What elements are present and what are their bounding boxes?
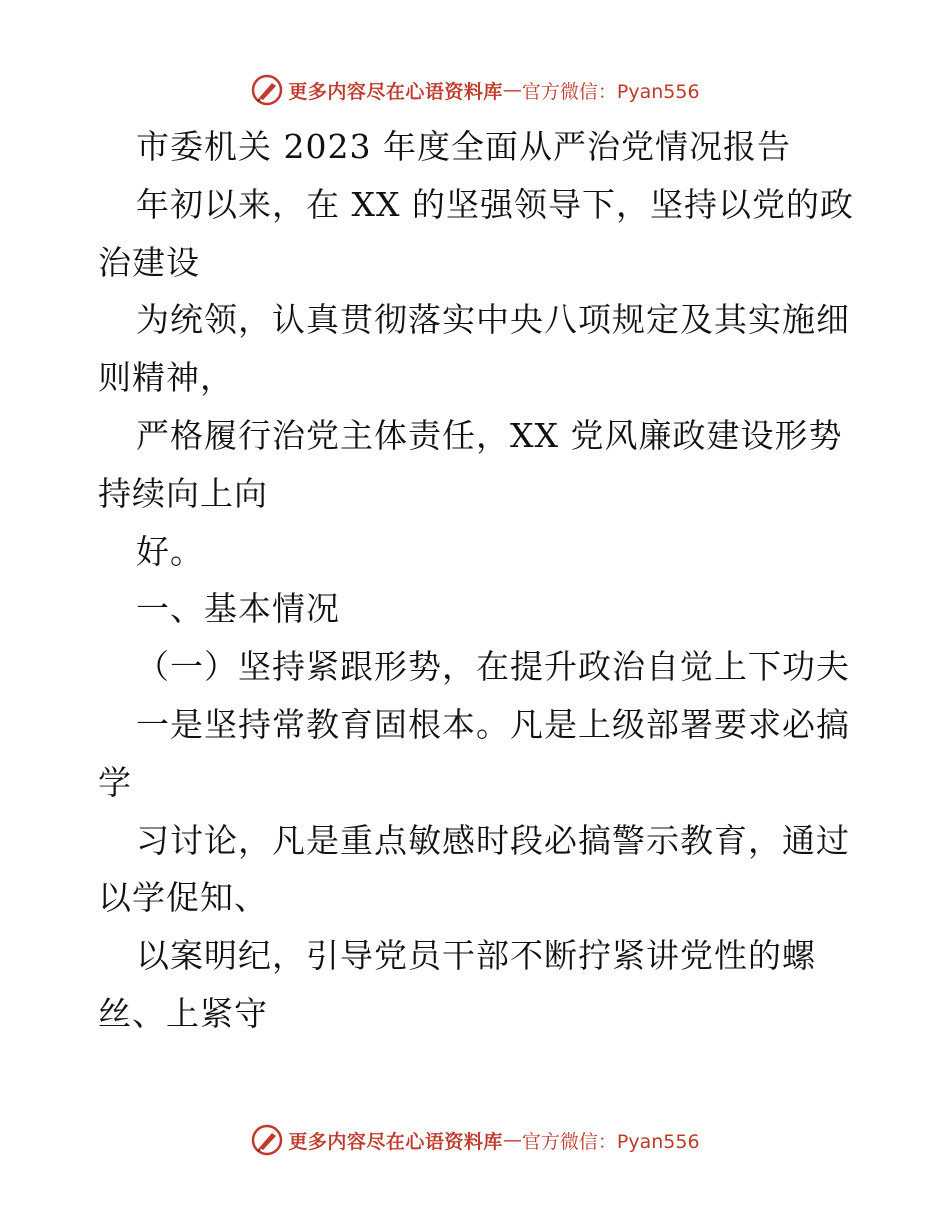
banner-separator: — xyxy=(502,79,522,101)
banner-separator: — xyxy=(502,1129,522,1151)
banner-text: 更多内容尽在心语资料库 xyxy=(288,1130,503,1153)
document-title: 市委机关 2023 年度全面从严治党情况报告 xyxy=(136,127,791,166)
paragraph-line: 学 xyxy=(98,762,132,802)
document-body xyxy=(98,118,858,1043)
red-pen-logo-icon xyxy=(250,1123,284,1157)
paragraph-line: 以学促知、 xyxy=(98,878,268,918)
paragraph-line: 为统领，认真贯彻落实中央八项规定及其实施细 xyxy=(136,300,850,340)
footer-watermark-banner xyxy=(0,1120,950,1160)
banner-wechat-id: 官方微信：Pyan556 xyxy=(521,1130,700,1153)
paragraph-line: 好。 xyxy=(136,531,204,571)
red-pen-logo-icon xyxy=(250,73,284,107)
section-heading: 一、基本情况 xyxy=(136,589,340,629)
paragraph-line: 治建设 xyxy=(98,242,200,282)
paragraph-line: 严格履行治党主体责任，XX 党风廉政建设形势 xyxy=(136,415,843,455)
paragraph-line: 则精神， xyxy=(98,358,234,398)
header-watermark-banner xyxy=(0,70,950,110)
paragraph-line: 持续向上向 xyxy=(98,473,268,513)
banner-text: 更多内容尽在心语资料库 xyxy=(288,80,503,103)
subsection-heading: （一）坚持紧跟形势，在提升政治自觉上下功夫 xyxy=(136,647,850,687)
paragraph-line: 以案明纪，引导党员干部不断拧紧讲党性的螺 xyxy=(136,936,816,976)
paragraph-line: 年初以来，在 XX 的坚强领导下，坚持以党的政 xyxy=(136,184,854,224)
paragraph-line: 一是坚持常教育固根本。凡是上级部署要求必搞 xyxy=(136,704,850,744)
paragraph-line: 习讨论，凡是重点敏感时段必搞警示教育，通过 xyxy=(136,820,850,860)
paragraph-line: 丝、上紧守 xyxy=(98,993,268,1033)
banner-wechat-id: 官方微信：Pyan556 xyxy=(521,80,700,103)
